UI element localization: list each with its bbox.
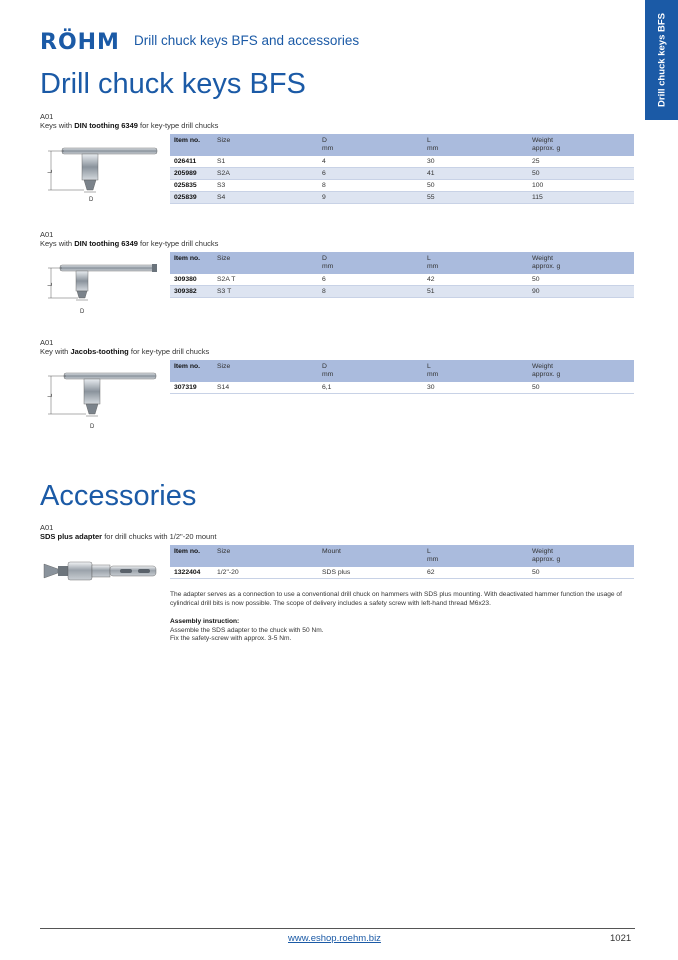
- table-cell: 6: [318, 168, 423, 180]
- table-row: [170, 286, 634, 298]
- side-tab-label: Drill chuck keys BFS: [656, 13, 667, 107]
- shop-link[interactable]: www.eshop.roehm.biz: [288, 933, 381, 944]
- table-cell: 55: [423, 192, 528, 204]
- table-cell: 25: [528, 156, 634, 168]
- table-header: [170, 360, 634, 382]
- table-cell: 51: [423, 286, 528, 298]
- column-header: D mm: [318, 134, 423, 156]
- table-row: [170, 180, 634, 192]
- group-code: A01: [40, 523, 54, 532]
- label-D: D: [89, 197, 94, 203]
- table-body: [170, 156, 634, 204]
- item-number-cell: 1322404: [170, 567, 213, 579]
- table-cell: 4: [318, 156, 423, 168]
- label-D: D: [80, 309, 85, 315]
- item-number-cell: 309382: [170, 286, 213, 298]
- table-cell: S14: [213, 382, 318, 394]
- table-cell: 41: [423, 168, 528, 180]
- table-cell: 50: [528, 168, 634, 180]
- column-header: Weight approx. g: [528, 545, 634, 567]
- group-description: Keys with DIN toothing 6349 for key-type drill chucks: [40, 239, 219, 248]
- table-body: [170, 567, 634, 579]
- label-L: L: [48, 169, 54, 173]
- table-header: [170, 252, 634, 274]
- column-header: Mount: [318, 545, 423, 567]
- column-header: Size: [213, 545, 318, 567]
- column-header: Size: [213, 360, 318, 382]
- roehm-logo: RÖHM: [40, 30, 120, 55]
- assembly-heading: Assembly instruction:: [170, 618, 240, 625]
- spec-table-3: [170, 360, 634, 394]
- chuck-key-drawing-1: [40, 140, 165, 210]
- item-number-cell: 025835: [170, 180, 213, 192]
- label-D: D: [90, 424, 95, 430]
- table-header: [170, 134, 634, 156]
- table-header-row: [170, 252, 634, 274]
- column-header: Weight approx. g: [528, 252, 634, 274]
- table-cell: 6: [318, 274, 423, 286]
- column-header: Item no.: [170, 545, 213, 567]
- spec-table-1: [170, 134, 634, 204]
- label-L: L: [48, 282, 54, 286]
- column-header: L mm: [423, 252, 528, 274]
- table-cell: 50: [423, 180, 528, 192]
- table-cell: 30: [423, 156, 528, 168]
- table-row: [170, 192, 634, 204]
- column-header: D mm: [318, 252, 423, 274]
- table-header: [170, 545, 634, 567]
- table-cell: 50: [528, 382, 634, 394]
- table-header-row: [170, 360, 634, 382]
- column-header: Item no.: [170, 360, 213, 382]
- table-header-row: [170, 545, 634, 567]
- group-code: A01: [40, 338, 54, 347]
- column-header: Size: [213, 134, 318, 156]
- item-number-cell: 025839: [170, 192, 213, 204]
- accessories-title: Accessories: [40, 480, 197, 512]
- table-cell: 8: [318, 180, 423, 192]
- item-number-cell: 307319: [170, 382, 213, 394]
- item-number-cell: 309380: [170, 274, 213, 286]
- column-header: L mm: [423, 134, 528, 156]
- column-header: Item no.: [170, 134, 213, 156]
- table-row: [170, 382, 634, 394]
- column-header: Weight approx. g: [528, 360, 634, 382]
- column-header: L mm: [423, 545, 528, 567]
- page-number: 1021: [610, 933, 632, 944]
- adapter-description: The adapter serves as a connection to use a conventional drill chuck on hammers with SDS plus mounting. With deactivated hammer function the usage of cylindrical drill bits is now possible. The scope of delivery includes a safety screw with left-hand thread M6x23.: [170, 591, 622, 607]
- table-row: [170, 168, 634, 180]
- table-header-row: [170, 134, 634, 156]
- item-number-cell: 205989: [170, 168, 213, 180]
- table-cell: 1/2"-20: [213, 567, 318, 579]
- table-body: [170, 382, 634, 394]
- table-cell: 8: [318, 286, 423, 298]
- table-row: [170, 567, 634, 579]
- table-cell: S1: [213, 156, 318, 168]
- label-L: L: [48, 393, 54, 397]
- column-header: Weight approx. g: [528, 134, 634, 156]
- table-cell: S2A: [213, 168, 318, 180]
- table-cell: S4: [213, 192, 318, 204]
- footer-divider: [40, 928, 635, 929]
- header-subtitle: Drill chuck keys BFS and accessories: [134, 33, 360, 48]
- table-cell: 115: [528, 192, 634, 204]
- table-cell: SDS plus: [318, 567, 423, 579]
- group-code: A01: [40, 230, 54, 239]
- column-header: Size: [213, 252, 318, 274]
- assembly-line: Assemble the SDS adapter to the chuck with 50 Nm.: [170, 626, 324, 634]
- spec-table-4: [170, 545, 634, 579]
- group-code: A01: [40, 112, 54, 121]
- column-header: L mm: [423, 360, 528, 382]
- table-cell: 6,1: [318, 382, 423, 394]
- table-cell: 100: [528, 180, 634, 192]
- group-description: Keys with DIN toothing 6349 for key-type drill chucks: [40, 121, 219, 130]
- table-cell: 50: [528, 567, 634, 579]
- chuck-key-drawing-3: [40, 366, 165, 436]
- table-row: [170, 274, 634, 286]
- table-cell: S2A T: [213, 274, 318, 286]
- table-row: [170, 156, 634, 168]
- table-cell: S3 T: [213, 286, 318, 298]
- table-cell: 62: [423, 567, 528, 579]
- column-header: Item no.: [170, 252, 213, 274]
- table-cell: 90: [528, 286, 634, 298]
- assembly-line: Fix the safety-screw with approx. 3-5 Nm.: [170, 635, 292, 642]
- table-cell: S3: [213, 180, 318, 192]
- page-title: Drill chuck keys BFS: [40, 68, 306, 100]
- spec-table-2: [170, 252, 634, 298]
- table-cell: 9: [318, 192, 423, 204]
- assembly-instructions: [170, 618, 630, 644]
- table-cell: 42: [423, 274, 528, 286]
- column-header: D mm: [318, 360, 423, 382]
- table-body: [170, 274, 634, 298]
- sds-adapter-image: [40, 550, 165, 600]
- table-cell: 30: [423, 382, 528, 394]
- table-cell: 50: [528, 274, 634, 286]
- group-description: Key with Jacobs-toothing for key-type drill chucks: [40, 347, 210, 356]
- item-number-cell: 026411: [170, 156, 213, 168]
- chuck-key-drawing-2: [40, 260, 165, 320]
- group-description: SDS plus adapter for drill chucks with 1/2"-20 mount: [40, 532, 217, 541]
- side-tab: [645, 0, 678, 120]
